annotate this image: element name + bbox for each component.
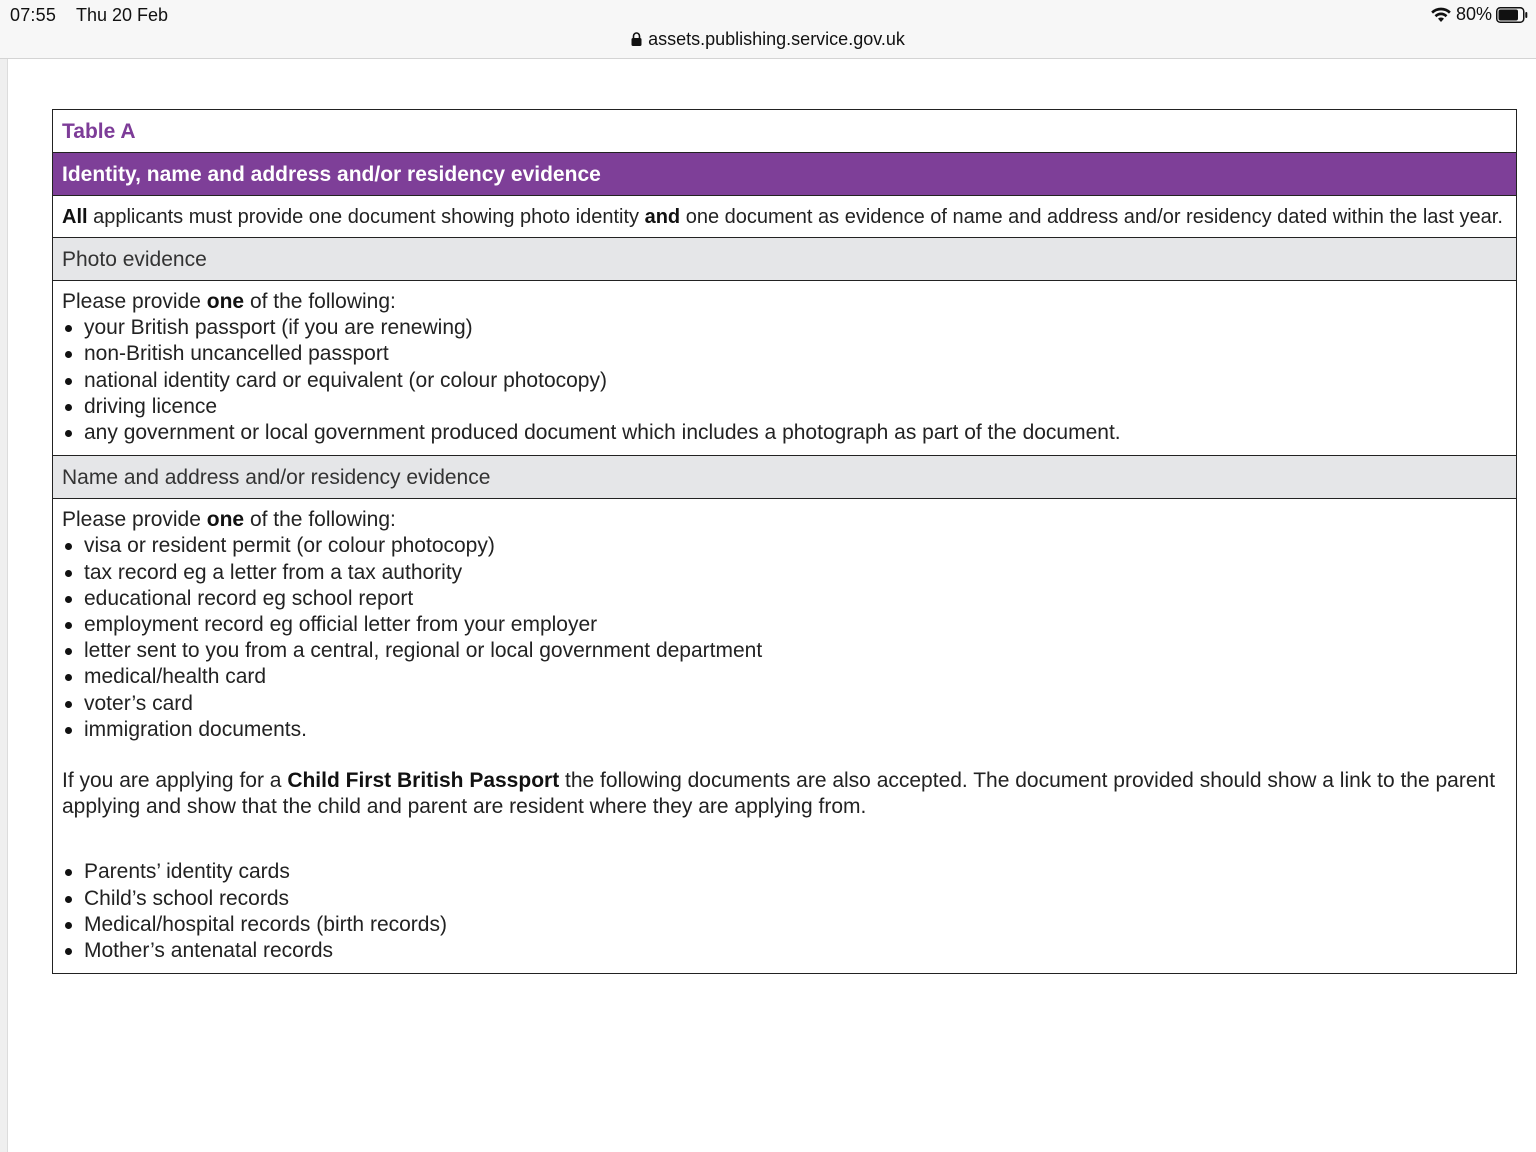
intro-bold-all: All xyxy=(62,206,88,228)
list-item: medical/health card xyxy=(62,664,1507,690)
address-evidence-heading: Name and address and/or residency evidence xyxy=(53,456,1516,499)
battery-percent: 80% xyxy=(1455,4,1492,24)
list-item: non-British uncancelled passport xyxy=(62,341,1507,367)
photo-evidence-body xyxy=(53,281,1516,456)
list-item: tax record eg a letter from a tax authority xyxy=(62,560,1507,586)
address-bar[interactable] xyxy=(0,29,1536,50)
list-item: any government or local government produced document which includes a photograph as part of the document. xyxy=(62,420,1507,446)
status-date: Thu 20 Feb xyxy=(76,5,169,25)
list-item: Medical/hospital records (birth records) xyxy=(62,912,1507,938)
list-item: Mother’s antenatal records xyxy=(62,938,1507,964)
table-a xyxy=(52,109,1517,974)
list-item: voter’s card xyxy=(62,691,1507,717)
address-lead: Please provide one of the following: xyxy=(62,508,396,532)
status-time: 07:55 xyxy=(10,5,57,25)
photo-lead: Please provide one of the following: xyxy=(62,290,396,313)
list-item: letter sent to you from a central, regional or local government department xyxy=(62,638,1507,664)
list-item: national identity card or equivalent (or colour photocopy) xyxy=(62,368,1507,394)
table-title: Table A xyxy=(53,110,1516,153)
intro-text-2: one document as evidence of name and address and/or residency dated within the last year. xyxy=(680,206,1503,228)
wifi-icon xyxy=(1430,6,1452,24)
table-header: Identity, name and address and/or residency evidence xyxy=(53,153,1516,196)
list-item: your British passport (if you are renewing) xyxy=(62,315,1507,341)
status-indicators xyxy=(1430,4,1528,25)
table-intro xyxy=(53,196,1516,238)
list-item: employment record eg official letter from your employer xyxy=(62,612,1507,638)
lock-icon xyxy=(631,30,642,44)
list-item: educational record eg school report xyxy=(62,586,1507,612)
left-gutter xyxy=(0,59,8,1152)
intro-text-1: applicants must provide one document showing photo identity xyxy=(87,206,645,228)
battery-icon xyxy=(1496,7,1528,23)
address-evidence-list xyxy=(62,533,1507,743)
list-item: visa or resident permit (or colour photocopy) xyxy=(62,533,1507,559)
status-bar xyxy=(0,0,1536,59)
child-passport-paragraph: If you are applying for a Child First British Passport the following documents are also accepted. The document provided should show a link to the parent applying and show that the child and parent are resident where they are applying from. xyxy=(62,769,1496,819)
list-item: immigration documents. xyxy=(62,717,1507,743)
url-text: assets.publishing.service.gov.uk xyxy=(648,29,905,49)
list-item: driving licence xyxy=(62,394,1507,420)
list-item: Child’s school records xyxy=(62,886,1507,912)
address-evidence-body xyxy=(53,499,1516,973)
photo-evidence-list xyxy=(62,315,1507,446)
intro-bold-and: and xyxy=(644,206,681,228)
photo-evidence-heading: Photo evidence xyxy=(53,238,1516,281)
list-item: Parents’ identity cards xyxy=(62,859,1507,885)
child-passport-list xyxy=(62,859,1507,964)
